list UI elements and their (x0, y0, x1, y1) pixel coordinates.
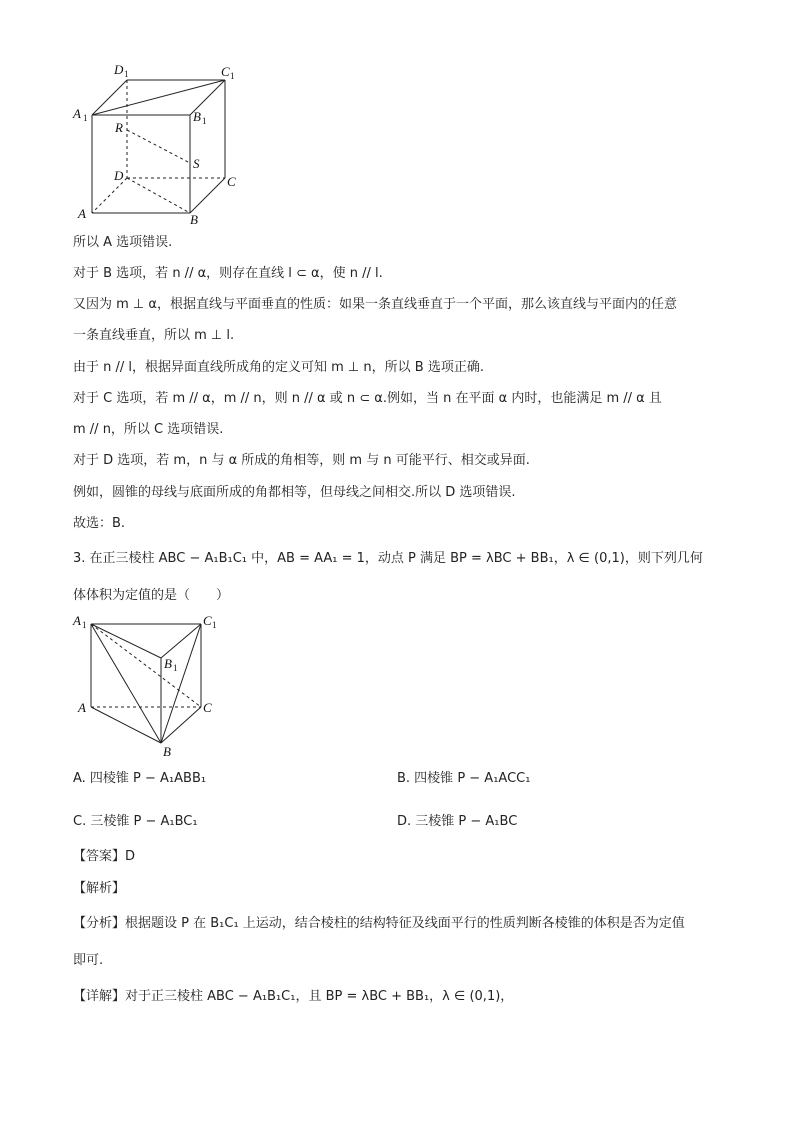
label-A1: A (73, 613, 81, 628)
analysis-heading: 【解析】 (73, 881, 126, 896)
label-B: B (190, 212, 198, 227)
analysis-line-2: 即可. (73, 953, 104, 968)
text-line-6: 对于 C 选项，若 m // α，m // n，则 n // α 或 n ⊂ α.例如，当 n 在平面 α 内时，也能满足 m // α 且 (73, 391, 662, 406)
question-3-stem: 3. 在正三棱柱 ABC − A₁B₁C₁ 中，AB = AA₁ = 1，动点 P 满足 BP = λBC + BB₁，λ ∈ (0,1)，则下列几何 (73, 551, 703, 566)
label-C: C (227, 174, 236, 189)
svg-text:1: 1 (173, 663, 178, 673)
svg-text:1: 1 (83, 113, 88, 123)
text-line-1: 所以 A 选项错误. (73, 235, 173, 250)
label-S: S (193, 156, 200, 171)
cube-figure (70, 58, 250, 230)
option-c: C. 三棱锥 P − A₁BC₁ (73, 814, 198, 829)
text-line-4: 一条直线垂直，所以 m ⊥ l. (73, 328, 235, 343)
text-line-9: 例如，圆锥的母线与底面所成的角都相等，但母线之间相交.所以 D 选项错误. (73, 485, 516, 500)
label-B: B (163, 744, 171, 759)
question-3-stem-cont: 体体积为定值的是（ ） (73, 588, 230, 603)
text-line-5: 由于 n // l，根据异面直线所成角的定义可知 m ⊥ n，所以 B 选项正确. (73, 360, 484, 375)
svg-text:1: 1 (230, 71, 235, 81)
answer-line: 【答案】D (73, 849, 136, 864)
svg-text:1: 1 (124, 69, 129, 79)
label-A: A (78, 206, 86, 221)
text-line-2: 对于 B 选项，若 n // α，则存在直线 l ⊂ α，使 n // l. (73, 266, 383, 281)
option-a: A. 四棱锥 P − A₁ABB₁ (73, 771, 207, 786)
text-line-7: m // n，所以 C 选项错误. (73, 422, 224, 437)
label-C: C (203, 700, 212, 715)
option-b: B. 四棱锥 P − A₁ACC₁ (397, 771, 531, 786)
detail-line: 【详解】对于正三棱柱 ABC − A₁B₁C₁，且 BP = λBC + BB₁，λ ∈ (0,1)， (73, 989, 514, 1004)
text-line-3: 又因为 m ⊥ α，根据直线与平面垂直的性质：如果一条直线垂直于一个平面，那么该直线与平面内的任意 (73, 297, 677, 312)
svg-text:1: 1 (82, 620, 87, 630)
label-D1: D (114, 62, 124, 77)
text-line-8: 对于 D 选项，若 m，n 与 α 所成的角相等，则 m 与 n 可能平行、相交或异面. (73, 453, 530, 468)
label-C1: C (203, 613, 212, 628)
label-B1: B (193, 109, 201, 124)
label-C1: C (221, 64, 230, 79)
analysis-line-1: 【分析】根据题设 P 在 B₁C₁ 上运动，结合棱柱的结构特征及线面平行的性质判断各棱锥的体积是否为定值 (73, 916, 685, 931)
svg-text:1: 1 (202, 116, 207, 126)
text-line-10: 故选：B. (73, 516, 126, 531)
label-A1: A (73, 106, 81, 121)
label-D: D (114, 168, 124, 183)
svg-text:1: 1 (212, 620, 217, 630)
label-R: R (115, 120, 123, 135)
option-d: D. 三棱锥 P − A₁BC (397, 814, 518, 829)
label-B1: B (164, 656, 172, 671)
label-A: A (78, 700, 86, 715)
prism-figure (70, 610, 230, 760)
